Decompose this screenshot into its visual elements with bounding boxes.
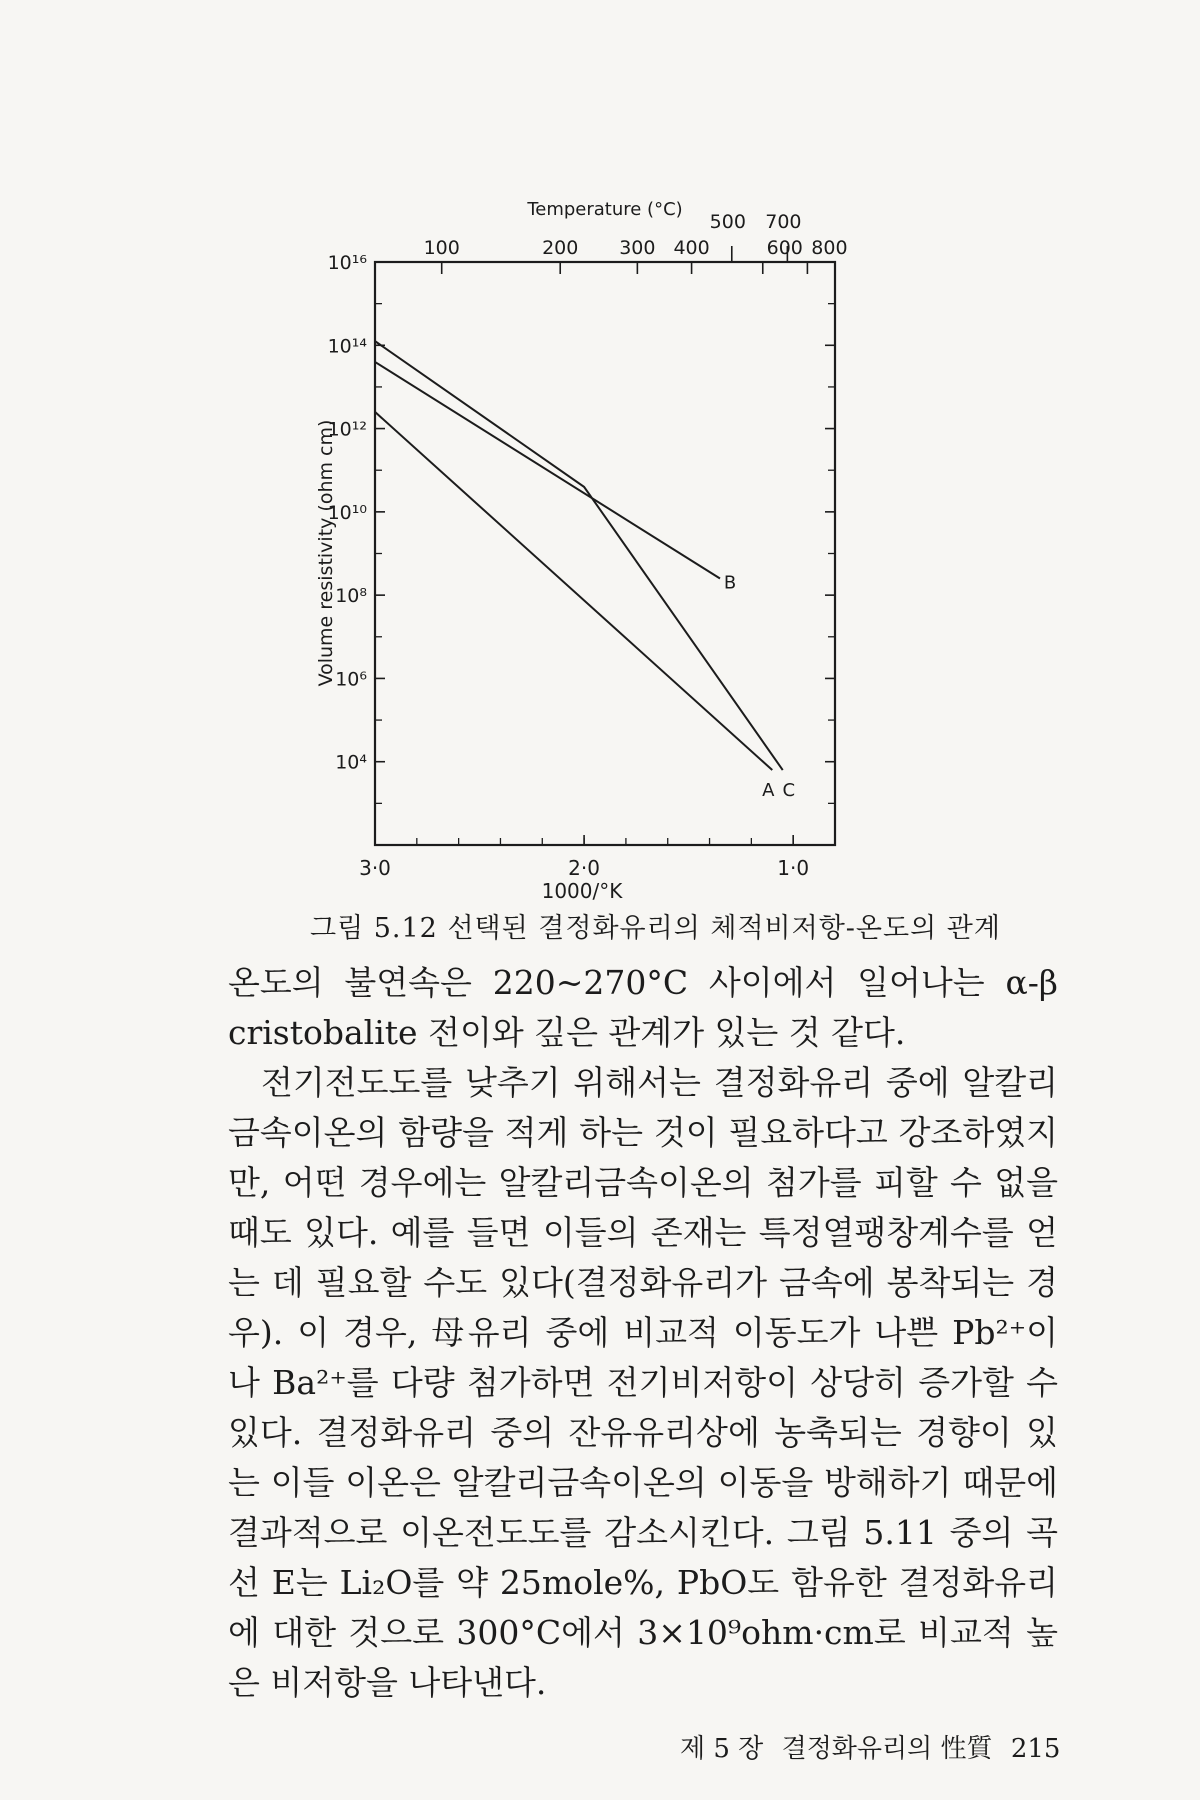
figure-caption xyxy=(310,906,1010,945)
body-text xyxy=(228,958,1058,1708)
x-tick-label: 2·0 xyxy=(568,856,600,880)
x-axis-title: 1000/°K xyxy=(541,879,623,903)
series-label-a: A xyxy=(762,780,775,802)
footer-title: 결정화유리의 性質 xyxy=(781,1734,993,1764)
series-label-c: C xyxy=(782,780,796,802)
figure-caption-label: 그림 5.12 xyxy=(310,913,438,944)
y-tick-label: 10¹² xyxy=(327,418,367,441)
footer-chapter: 제 5 장 xyxy=(680,1734,764,1764)
top-axis-title: Temperature (°C) xyxy=(527,199,683,220)
body-paragraph: 전기전도도를 낮추기 위해서는 결정화유리 중에 알칼리금속이온의 함량을 적게 하는 것이 필요하다고 강조하였지만, 어떤 경우에는 알칼리금속이온의 첨가를 피할 수 없을 때도 있다. 예를 들면 이들의 존재는 특정열팽창계수를 얻는 데 필요할 수도 있다(결정화유리가 금속에 봉착되는 경우). 이 경우, 母유리 중에 비교적 이동도가 나쁜 Pb²⁺이나 Ba²⁺를 다량 첨가하면 전기비저항이 상당히 증가할 수 있다. 결정화유리 중의 잔유유리상에 농축되는 경향이 있는 이들 이온은 알칼리금속이온의 이동을 방해하기 때문에 결과적으로 이온전도도를 감소시킨다. 그림 5.11 중의 곡선 E는 Li₂O를 약 25mole%, PbO도 함유한 결정화유리에 대한 것으로 300°C에서 3×10⁹ohm·cm로 비교적 높은 비저항을 나타낸다. xyxy=(228,1063,1058,1702)
y-tick-label: 10⁸ xyxy=(335,585,367,608)
top-tick-label: 100 xyxy=(423,237,460,259)
y-axis-title: Volume resistivity (ohm cm) xyxy=(315,419,337,687)
top-tick-label: 800 xyxy=(811,237,848,259)
series-line-b xyxy=(375,362,720,579)
top-tick-label: 300 xyxy=(619,237,656,259)
y-tick-label: 10¹⁴ xyxy=(327,335,367,358)
x-tick-label: 1·0 xyxy=(777,856,810,880)
top-tick-label: 500 xyxy=(709,211,746,233)
top-tick-label: 600 xyxy=(766,237,803,259)
series-label-b: B xyxy=(723,572,737,594)
top-tick-label: 200 xyxy=(542,237,579,259)
running-footer xyxy=(670,1728,1060,1765)
series-line-a xyxy=(375,412,772,770)
top-tick-label: 700 xyxy=(765,211,802,233)
y-tick-label: 10⁶ xyxy=(335,668,367,691)
body-paragraph: 온도의 불연속은 220~270°C 사이에서 일어나는 α-β cristobalite 전이와 깊은 관계가 있는 것 같다. xyxy=(228,963,1058,1052)
x-tick-label: 3·0 xyxy=(359,856,391,880)
series-line-c xyxy=(375,341,783,770)
plot-frame xyxy=(375,262,835,845)
y-tick-label: 10¹⁰ xyxy=(327,501,367,524)
y-tick-label: 10⁴ xyxy=(335,751,367,774)
top-tick-label: 400 xyxy=(673,237,710,259)
y-tick-label: 10¹⁶ xyxy=(327,252,367,274)
page-number: 215 xyxy=(1010,1734,1061,1764)
figure-caption-text: 선택된 결정화유리의 체적비저항-온도의 관계 xyxy=(447,913,1001,944)
